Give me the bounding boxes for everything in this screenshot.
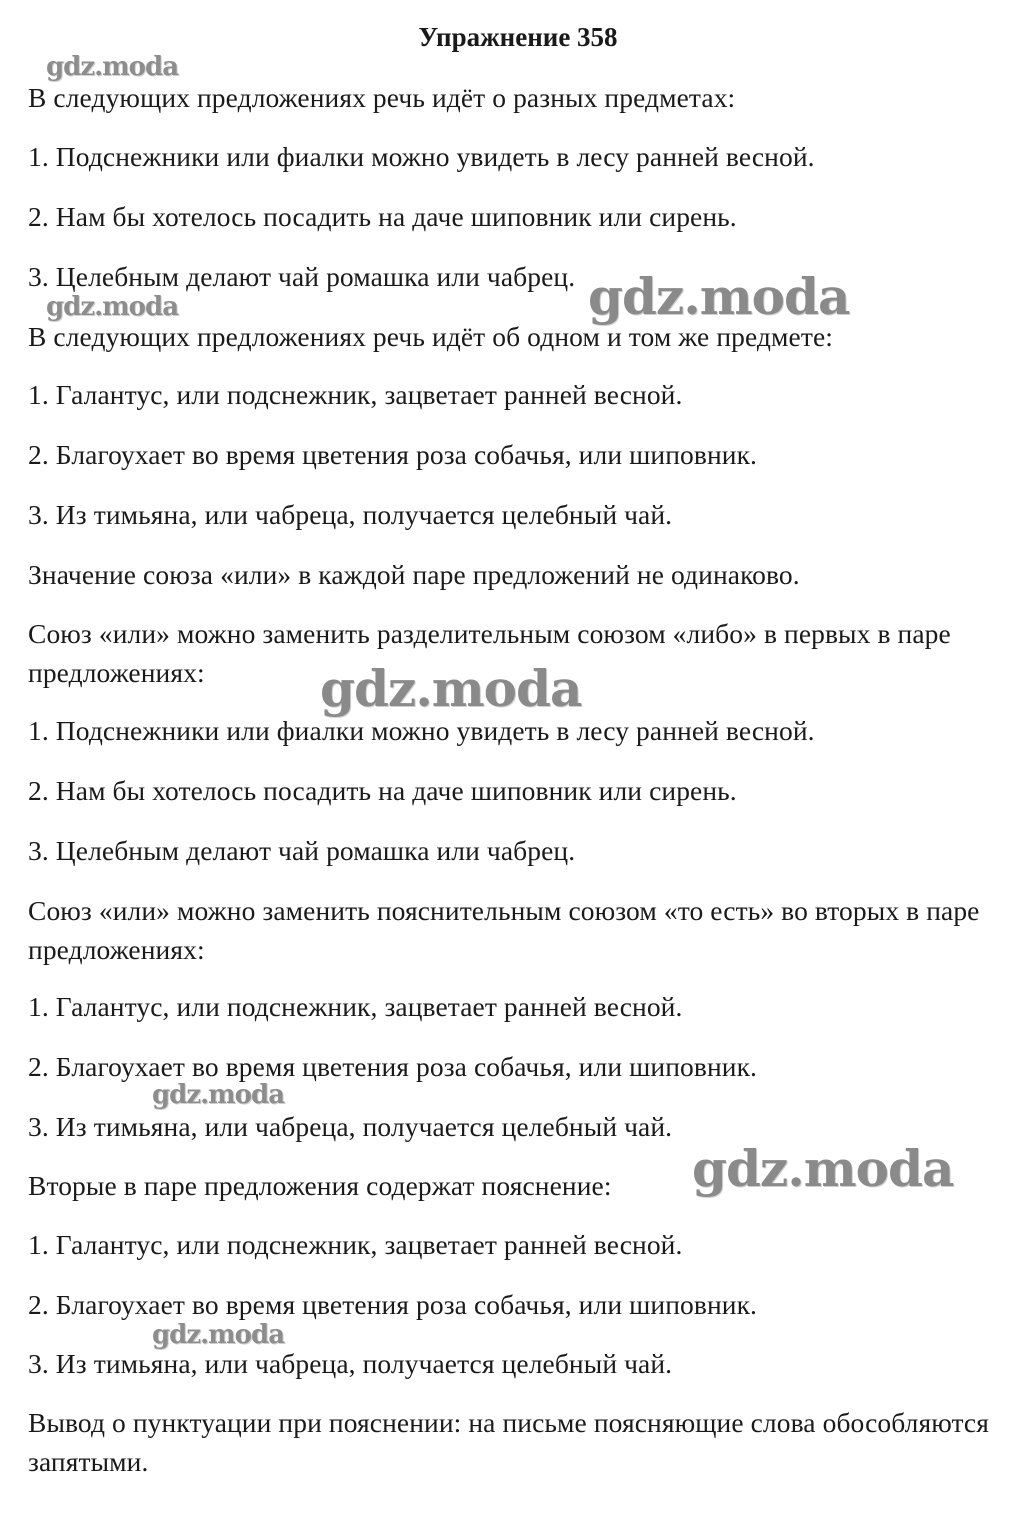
sentence-item: 2. Благоухает во время цветения роза собачья, или шиповник. xyxy=(28,439,758,470)
sentence-item: 3. Из тимьяна, или чабреца, получается целебный чай. xyxy=(28,499,673,530)
watermark-logo: gdz.moda xyxy=(152,1320,285,1350)
paragraph-same-object-intro: В следующих предложениях речь идёт об одном и том же предмете: xyxy=(28,321,833,352)
sentence-item: 3. Целебным делают чай ромашка или чабрец. xyxy=(28,835,576,866)
sentence-item: 1. Галантус, или подснежник, зацветает ранней весной. xyxy=(28,1229,683,1260)
sentence-item: 2. Благоухает во время цветения роза собачья, или шиповник. xyxy=(28,1289,758,1320)
sentence-item: 3. Из тимьяна, или чабреца, получается целебный чай. xyxy=(28,1111,673,1142)
sentence-item: 3. Из тимьяна, или чабреца, получается целебный чай. xyxy=(28,1348,673,1379)
sentence-item: 1. Галантус, или подснежник, зацветает ранней весной. xyxy=(28,991,683,1022)
paragraph-conclusion: Вывод о пунктуации при пояснении: на письме поясняющие слова обособляются запятыми. xyxy=(28,1407,989,1477)
sentence-item: 2. Благоухает во время цветения роза собачья, или шиповник. xyxy=(28,1051,758,1082)
watermark-logo: gdz.moda xyxy=(692,1139,954,1198)
exercise-title: Упражнение 358 xyxy=(418,22,618,52)
sentence-item: 2. Нам бы хотелось посадить на даче шиповник или сирень. xyxy=(28,775,737,806)
paragraph-libo-explanation: Союз «или» можно заменить разделительным союзом «либо» в первых в паре предложениях: xyxy=(28,618,951,688)
sentence-item: 1. Галантус, или подснежник, зацветает ранней весной. xyxy=(28,379,683,410)
watermark-logo: gdz.moda xyxy=(152,1080,285,1110)
sentence-item: 1. Подснежники или фиалки можно увидеть в лесу ранней весной. xyxy=(28,141,815,172)
paragraph-to-est-explanation: Союз «или» можно заменить пояснительным союзом «то есть» во вторых в паре предложениях: xyxy=(28,895,980,965)
watermark-logo: gdz.moda xyxy=(46,292,179,322)
sentence-item: 1. Подснежники или фиалки можно увидеть в лесу ранней весной. xyxy=(28,715,815,746)
sentence-item: 2. Нам бы хотелось посадить на даче шиповник или сирень. xyxy=(28,201,737,232)
sentence-item: 3. Целебным делают чай ромашка или чабрец. xyxy=(28,261,576,292)
watermark-logo: gdz.moda xyxy=(320,659,582,718)
watermark-logo: gdz.moda xyxy=(46,52,179,82)
paragraph-meaning-note: Значение союза «или» в каждой паре предложений не одинаково. xyxy=(28,559,800,590)
watermark-logo: gdz.moda xyxy=(588,267,850,326)
paragraph-second-explanation: Вторые в паре предложения содержат пояснение: xyxy=(28,1170,612,1201)
paragraph-different-objects-intro: В следующих предложениях речь идёт о разных предметах: xyxy=(28,82,736,113)
